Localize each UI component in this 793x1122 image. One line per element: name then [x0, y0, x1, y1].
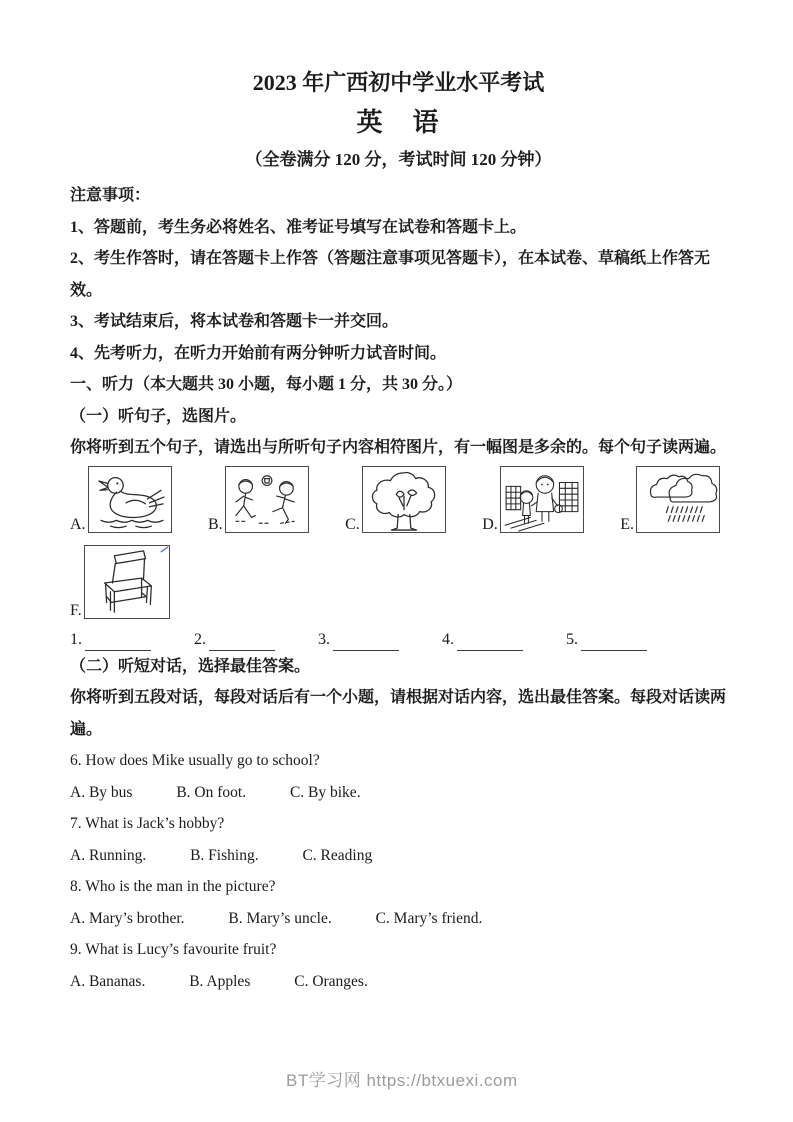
- question-8-text: 8. Who is the man in the picture?: [70, 878, 276, 895]
- option-a: A. By bus: [70, 783, 133, 801]
- blank-line: [85, 636, 151, 651]
- option-a: A. Running.: [70, 846, 147, 864]
- answer-blank-5: [566, 629, 647, 651]
- picture-label-b: B.: [208, 515, 223, 533]
- picture-option-a: [70, 466, 172, 533]
- answer-blank-4: [442, 629, 523, 651]
- picture-options-row: [70, 466, 720, 533]
- option-b: B. Mary’s uncle.: [228, 909, 332, 927]
- picture-option-e: [620, 466, 720, 533]
- picture-label-a: A.: [70, 515, 86, 533]
- question-7-text: 7. What is Jack’s hobby?: [70, 815, 225, 832]
- part-1-instruction: 你将听到五个句子，请选出与所听句子内容相符图片，有一幅图是多余的。每个句子读两遍。: [70, 439, 727, 456]
- question-6-text: 6. How does Mike usually go to school?: [70, 752, 320, 769]
- picture-label-d: D.: [482, 515, 498, 533]
- subject-title: 英 语: [356, 108, 441, 137]
- duck-swimming-icon: [89, 467, 171, 532]
- answer-blanks-row: [70, 629, 727, 651]
- page-title: 2023 年广西初中学业水平考试: [252, 70, 545, 95]
- blank-number: 4.: [442, 630, 454, 648]
- blank-line: [333, 636, 399, 651]
- question-8-options: [70, 903, 727, 935]
- blank-line: [209, 636, 275, 651]
- answer-blank-3: [318, 629, 399, 651]
- picture-box-e: [636, 466, 720, 533]
- blank-number: 5.: [566, 630, 578, 648]
- option-a: A. Mary’s brother.: [70, 909, 185, 927]
- picture-option-d: [482, 466, 584, 533]
- option-b: B. On foot.: [176, 783, 247, 801]
- picture-box-c: [362, 466, 446, 533]
- picture-option-b: [208, 466, 309, 533]
- part-1-heading: （一）听句子，选图片。: [70, 407, 247, 425]
- question-9-text: 9. What is Lucy’s favourite fruit?: [70, 941, 277, 958]
- option-c: C. By bike.: [289, 783, 361, 801]
- option-b: B. Fishing.: [190, 846, 259, 864]
- option-c: C. Mary’s friend.: [375, 909, 483, 927]
- option-a: A. Bananas.: [70, 972, 146, 990]
- answer-blank-2: [194, 629, 275, 651]
- option-c: C. Oranges.: [294, 972, 368, 990]
- note-3: 3、考试结束后，将本试卷和答题卡一并交回。: [70, 313, 399, 330]
- question-7-options: [70, 840, 727, 872]
- picture-box-b: [225, 466, 309, 533]
- blank-line: [457, 636, 523, 651]
- exam-info: （全卷满分 120 分，考试时间 120 分钟）: [245, 150, 552, 169]
- blank-number: 3.: [318, 630, 330, 648]
- option-b: B. Apples: [189, 972, 251, 990]
- rain-cloud-icon: [637, 467, 719, 532]
- picture-option-c: [345, 466, 446, 533]
- note-2: 2、考生作答时，请在答题卡上作答（答题注意事项见答题卡），在本试卷、草稿纸上作答无效。: [70, 250, 711, 299]
- answer-blank-1: [70, 629, 151, 651]
- picture-box-f: [84, 545, 170, 619]
- note-1: 1、答题前，考生务必将姓名、准考证号填写在试卷和答题卡上。: [70, 218, 527, 236]
- question-9-options: [70, 966, 727, 998]
- notes-heading: 注意事项：: [70, 187, 151, 204]
- option-c: C. Reading: [302, 846, 373, 864]
- note-4: 4、先考听力，在听力开始前有两分钟听力试音时间。: [70, 344, 447, 362]
- children-playing-football-icon: [226, 467, 308, 532]
- part-2-heading: （二）听短对话，选择最佳答案。: [70, 657, 311, 675]
- picture-box-a: [88, 466, 172, 533]
- picture-label-e: E.: [620, 515, 634, 533]
- section-1-heading: 一、听力（本大题共 30 小题，每小题 1 分，共 30 分。）: [70, 376, 463, 393]
- picture-label-f: F.: [70, 601, 82, 619]
- picture-box-d: [500, 466, 584, 533]
- blank-number: 1.: [70, 630, 82, 648]
- picture-option-f: [70, 545, 727, 619]
- blank-number: 2.: [194, 630, 206, 648]
- part-2-instruction: 你将听到五段对话，每段对话后有一个小题，请根据对话内容，选出最佳答案。每段对话读两遍。: [70, 689, 727, 738]
- tree-icon: [363, 467, 445, 532]
- picture-label-c: C.: [345, 515, 360, 533]
- blank-line: [581, 636, 647, 651]
- chair-icon: [85, 546, 169, 618]
- watermark-text: BT学习网 https://btxuexi.com: [286, 1071, 518, 1090]
- question-6-options: [70, 777, 727, 809]
- woman-child-crossing-street-icon: [501, 467, 583, 532]
